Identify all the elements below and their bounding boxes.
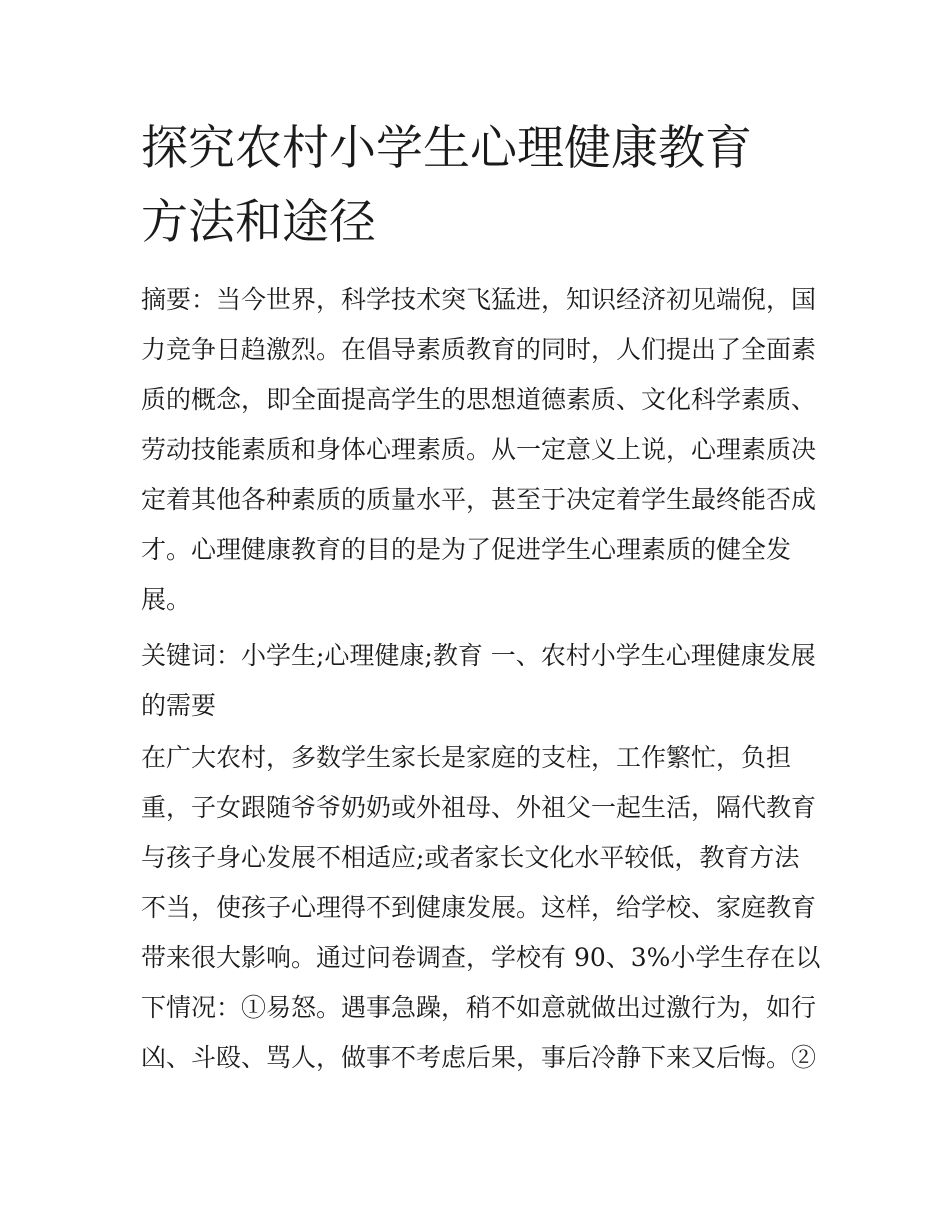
title-line-2: 方法和途径 [141,195,376,250]
text-line: 不当，使孩子心理得不到健康发展。这样，给学校、家庭教育 [141,893,817,922]
text-line: 质的概念，即全面提高学生的思想道德素质、文化科学素质、 [141,385,817,414]
text-line: 在广大农村，多数学生家长是家庭的支柱，工作繁忙，负担 [141,743,792,772]
keywords-paragraph [141,631,821,731]
text-line: 凶、斗殴、骂人，做事不考虑后果，事后冷静下来又后悔。② [141,1043,817,1072]
text-line: 力竞争日趋激烈。在倡导素质教育的同时，人们提出了全面素 [141,335,817,364]
title-line-1: 探究农村小学生心理健康教育 [141,121,752,176]
text-line: 才。心理健康教育的目的是为了促进学生心理素质的健全发 [141,535,792,564]
text-line: 与孩子身心发展不相适应;或者家长文化水平较低，教育方法 [141,843,800,872]
text-line: 劳动技能素质和身体心理素质。从一定意义上说，心理素质决 [141,435,817,464]
text-line: 定着其他各种素质的质量水平，甚至于决定着学生最终能否成 [141,485,817,514]
text-line: 重，子女跟随爷爷奶奶或外祖母、外祖父一起生活，隔代教育 [141,793,817,822]
text-line: 关键词：小学生;心理健康;教育 一、农村小学生心理健康发展 [141,641,816,670]
document-title [141,112,821,260]
abstract-paragraph [141,275,821,625]
text-line: 带来很大影响。通过问卷调查，学校有 90、3%小学生存在以 [141,943,821,972]
section-1-paragraph [141,733,821,1083]
text-line: 摘要：当今世界，科学技术突飞猛进，知识经济初见端倪，国 [141,285,817,314]
text-line: 下情况：①易怒。遇事急躁，稍不如意就做出过激行为，如行 [141,993,817,1022]
text-line: 的需要 [141,691,217,720]
text-line: 展。 [141,585,192,614]
